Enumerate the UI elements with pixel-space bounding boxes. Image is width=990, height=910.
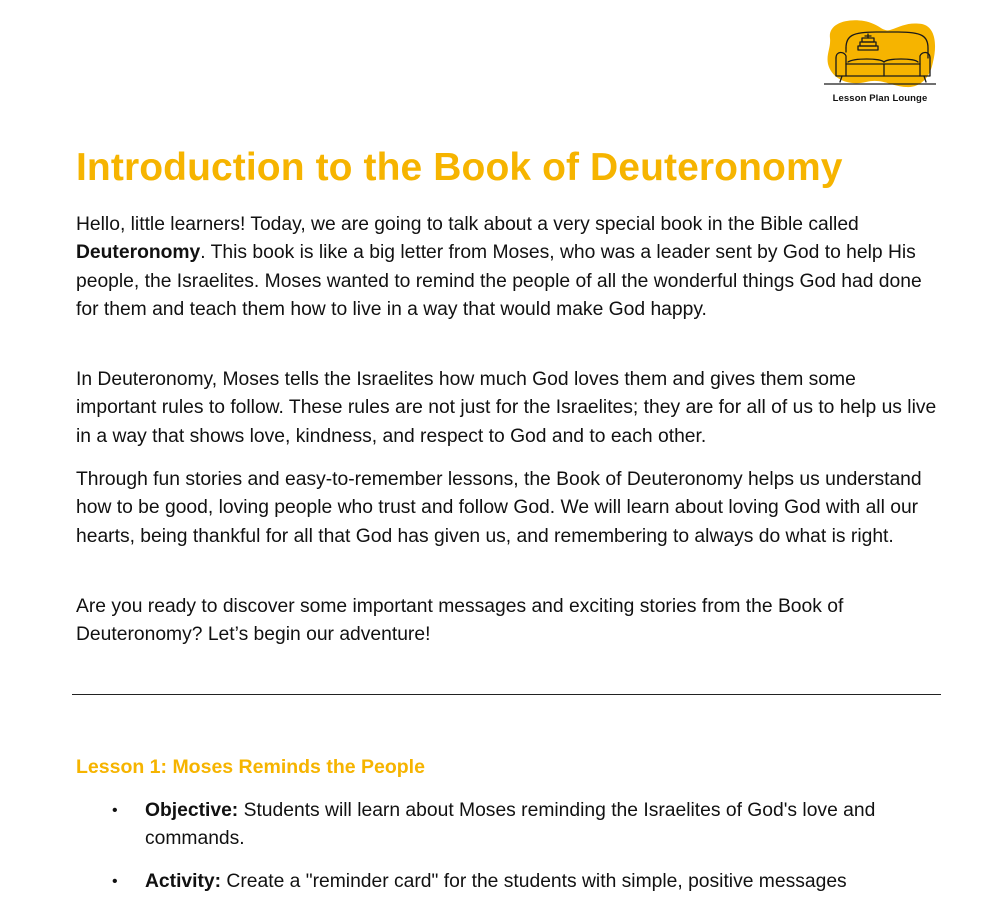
logo-text: Lesson Plan Lounge [832,93,928,104]
bullet-icon: • [112,802,118,819]
lesson-1-heading: Lesson 1: Moses Reminds the People [76,756,425,778]
intro-paragraph-1 [76,211,940,324]
lesson-1-list [76,797,926,910]
activity-text: Create a "reminder card" for the students with simple, positive messages [221,870,847,892]
intro-paragraph-1-start: Hello, little learners! Today, we are going to talk about a very special book in the Bible called [76,214,859,235]
list-item-objective [76,797,926,854]
activity-label: Activity: [145,870,222,892]
objective-text: Students will learn about Moses reminding the Israelites of God's love and commands. [145,800,876,850]
intro-paragraph-2: In Deuteronomy, Moses tells the Israelites how much God loves them and gives them some important rules to follow. These rules are not just for the Israelites; they are for all of us to help us live in a way that shows love, kindness, and respect to God and to each other. [76,369,937,447]
bullet-icon: • [112,872,118,890]
page-title: Introduction to the Book of Deuteronomy [76,146,843,189]
horizontal-divider [72,694,941,695]
sofa-icon [824,18,936,92]
deuteronomy-bold: Deuteronomy [76,242,201,264]
intro-paragraph-3: Through fun stories and easy-to-remember lessons, the Book of Deuteronomy helps us understand how to be good, loving people who trust and follow God. We will learn about loving God with all our hearts, being thankful for all that God has given us, and remembering to always do what is right. [76,469,922,547]
lesson-plan-lounge-logo [818,16,942,108]
objective-label: Objective: [145,800,239,821]
intro-paragraph-1-end: . This book is like a big letter from Moses, who was a leader sent by God to help His people, the Israelites. Moses wanted to remind the people of all the wonderful things God had done for them and teach them how to live in a way that would make God happy. [76,242,922,320]
intro-paragraph-4: Are you ready to discover some important messages and exciting stories from the Book of Deuteronomy? Let’s begin our adventure! [76,596,844,646]
